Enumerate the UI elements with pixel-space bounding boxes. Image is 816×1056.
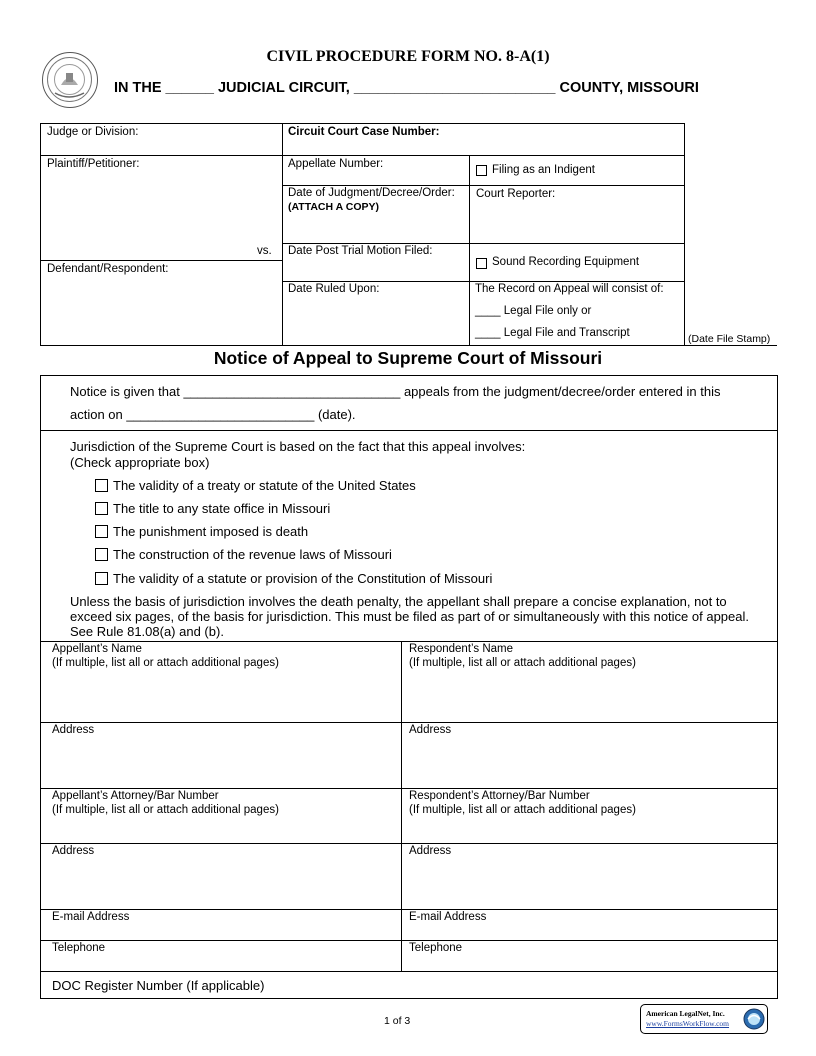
respondent-attorney-multiple-note: (If multiple, list all or attach additional pages) (409, 804, 636, 816)
form-number: CIVIL PROCEDURE FORM NO. 8-A(1) (266, 48, 550, 65)
appellant-multiple-note: (If multiple, list all or attach additional pages) (52, 657, 279, 669)
notice-action-date-line: action on __________________________ (date). (70, 407, 356, 422)
state-office-option: The title to any state office in Missouri (113, 501, 331, 516)
treaty-statute-checkbox[interactable] (95, 479, 108, 492)
check-instruction: (Check appropriate box) (70, 455, 210, 470)
death-penalty-option: The punishment imposed is death (113, 524, 309, 539)
vendor-badge (640, 1004, 768, 1034)
respondent-email-label: E-mail Address (409, 911, 487, 923)
death-penalty-checkbox[interactable] (95, 525, 108, 538)
attach-copy-note: (ATTACH A COPY) (288, 201, 379, 213)
respondent-name-label: Respondent’s Name (409, 643, 513, 655)
jurisdiction-explanation: Unless the basis of jurisdiction involves the death penalty, the appellant shall prepare a concise explanation, not to exceed six pages, of the basis for jurisdiction. This must be filed as part of or simultaneously with this notice of appeal. See Rule 81.08(a) and (b). (70, 594, 749, 639)
respondent-address-label: Address (409, 724, 452, 736)
missouri-constitution-checkbox[interactable] (95, 572, 108, 585)
judge-division-label: Judge or Division: (47, 126, 139, 138)
notice-given-line: Notice is given that ______________________________ appeals from the judgment/decree/order entered in this (70, 384, 721, 399)
court-reporter-label: Court Reporter: (476, 188, 556, 200)
judgment-date-label: Date of Judgment/Decree/Order: (288, 187, 455, 199)
appellant-attorney-address-label: Address (52, 845, 95, 857)
case-number-label: Circuit Court Case Number: (288, 126, 440, 138)
defendant-label: Defendant/Respondent: (47, 263, 169, 275)
respondent-telephone-label: Telephone (409, 942, 463, 954)
respondent-attorney-address-label: Address (409, 845, 452, 857)
appellant-email-label: E-mail Address (52, 911, 130, 923)
notice-title: Notice of Appeal to Supreme Court of Missouri (213, 348, 603, 368)
revenue-laws-option: The construction of the revenue laws of Missouri (113, 547, 392, 562)
appellant-attorney-label: Appellant’s Attorney/Bar Number (52, 790, 219, 802)
state-office-checkbox[interactable] (95, 502, 108, 515)
appellant-telephone-label: Telephone (52, 942, 106, 954)
date-ruled-label: Date Ruled Upon: (288, 283, 380, 295)
vendor-name: American LegalNet, Inc. (646, 1009, 725, 1018)
record-on-appeal-label: The Record on Appeal will consist of: (475, 283, 664, 295)
revenue-laws-checkbox[interactable] (95, 548, 108, 561)
post-trial-motion-label: Date Post Trial Motion Filed: (288, 245, 433, 257)
appellant-attorney-multiple-note: (If multiple, list all or attach additional pages) (52, 804, 279, 816)
jurisdiction-intro: Jurisdiction of the Supreme Court is based on the fact that this appeal involves: (70, 439, 526, 454)
doc-register-label: DOC Register Number (If applicable) (52, 978, 265, 993)
vendor-logo-icon (743, 1008, 765, 1033)
vendor-url[interactable]: www.FormsWorkFlow.com (646, 1019, 730, 1028)
treaty-statute-option: The validity of a treaty or statute of the United States (113, 478, 416, 493)
sound-recording-checkbox[interactable] (476, 258, 487, 269)
missouri-constitution-option: The validity of a statute or provision of the Constitution of Missouri (113, 571, 493, 586)
page-number: 1 of 3 (384, 1015, 411, 1027)
versus-label: vs. (257, 245, 272, 257)
legal-file-transcript-option: ____ Legal File and Transcript (475, 327, 630, 339)
respondent-attorney-label: Respondent’s Attorney/Bar Number (409, 790, 590, 802)
plaintiff-label: Plaintiff/Petitioner: (47, 158, 140, 170)
circuit-county-line: IN THE ______ JUDICIAL CIRCUIT, _________________________ COUNTY, MISSOURI (114, 80, 699, 96)
sound-recording-label: Sound Recording Equipment (492, 256, 640, 268)
legal-file-only-option: ____ Legal File only or (475, 305, 592, 317)
appellant-name-label: Appellant’s Name (52, 643, 142, 655)
respondent-multiple-note: (If multiple, list all or attach additional pages) (409, 657, 636, 669)
indigent-label: Filing as an Indigent (492, 164, 595, 176)
indigent-checkbox[interactable] (476, 165, 487, 176)
appellate-number-label: Appellate Number: (288, 158, 384, 170)
appellant-address-label: Address (52, 724, 95, 736)
date-file-stamp-label: (Date File Stamp) (688, 333, 771, 345)
